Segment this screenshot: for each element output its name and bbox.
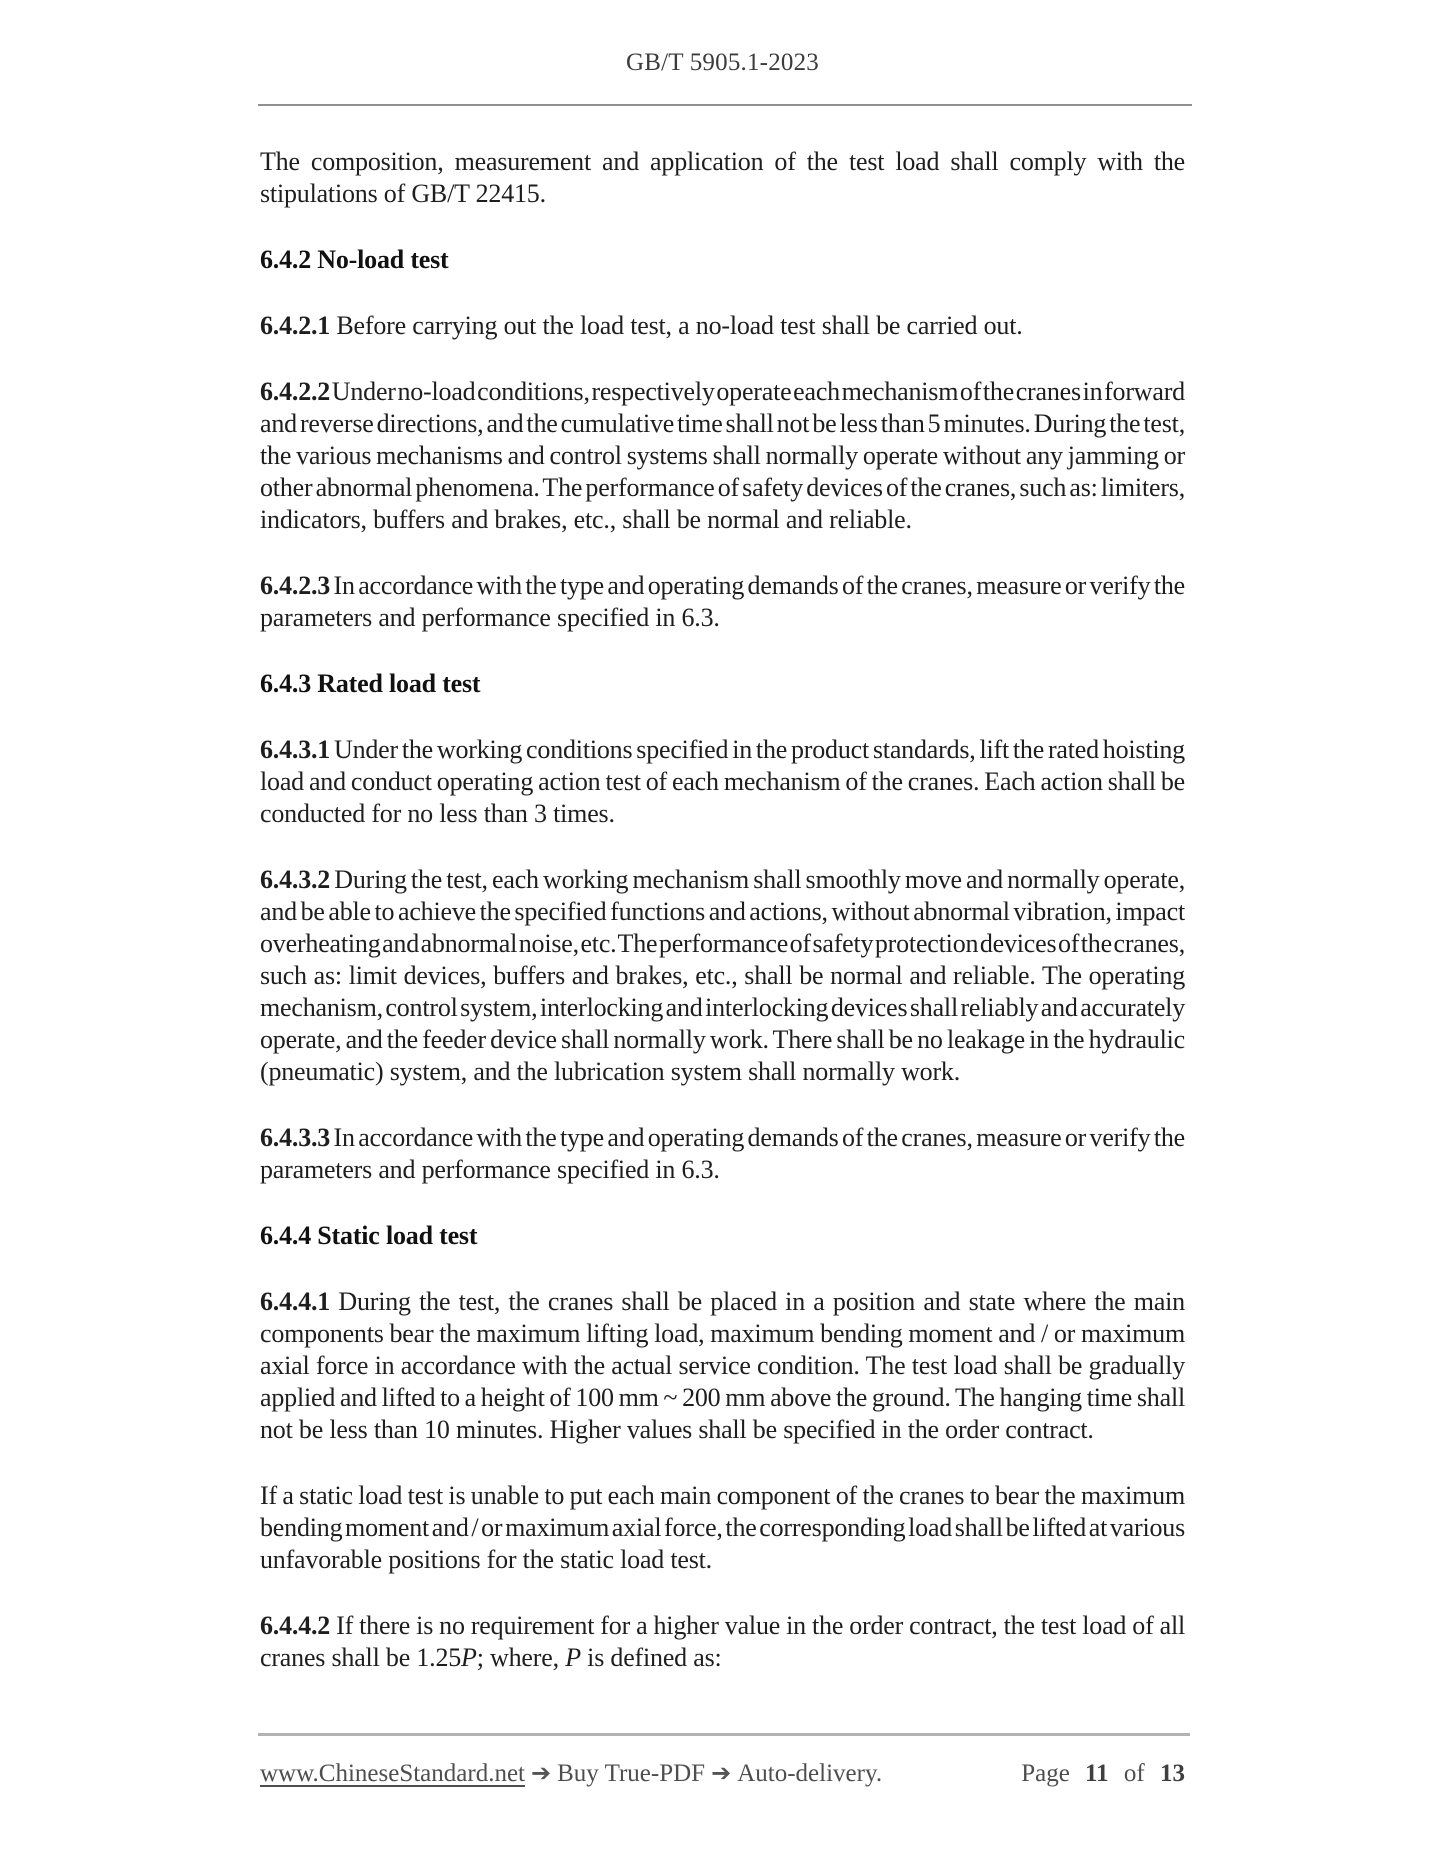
page-total: 13	[1160, 1760, 1185, 1787]
text-line: cranes shall be 1.25P; where, P is defined as:	[260, 1643, 722, 1672]
text-line: axial force in accordance with the actual service condition. The test load shall be gradually	[260, 1351, 1185, 1380]
paragraph	[260, 1122, 1185, 1186]
text-line: not be less than 10 minutes. Higher values shall be specified in the order contract.	[260, 1415, 1094, 1444]
paragraph	[260, 1480, 1185, 1576]
text-line: and be able to achieve the specified functions and actions, without abnormal vibration, impact	[260, 897, 1185, 926]
document-number-header: GB/T 5905.1-2023	[625, 49, 820, 76]
text-line: (pneumatic) system, and the lubrication system shall normally work.	[260, 1057, 961, 1086]
text-line: parameters and performance specified in 6.3.	[260, 603, 720, 632]
text-line: 6.4.3.2 During the test, each working mechanism shall smoothly move and normally operate,	[260, 865, 1185, 894]
text-line: conducted for no less than 3 times.	[260, 799, 615, 828]
buy-true-pdf-label: Buy True-PDF	[557, 1760, 706, 1787]
text-line: If a static load test is unable to put each main component of the cranes to bear the maximum	[260, 1481, 1185, 1510]
text-line: 6.4.2.3 In accordance with the type and operating demands of the cranes, measure or verify the	[260, 571, 1185, 600]
text-line: and reverse directions, and the cumulative time shall not be less than 5 minutes. During the test,	[260, 409, 1185, 438]
text-line: 6.4.2.1 Before carrying out the load test, a no-load test shall be carried out.	[260, 311, 1023, 340]
text-line: the various mechanisms and control systems shall normally operate without any jamming or	[260, 441, 1185, 470]
section-heading	[260, 1220, 1185, 1252]
text-line: bending moment and / or maximum axial force, the corresponding load shall be lifted at various	[260, 1513, 1185, 1542]
text-line: parameters and performance specified in 6.3.	[260, 1155, 720, 1184]
paragraph	[260, 734, 1185, 830]
text-line: load and conduct operating action test of each mechanism of the cranes. Each action shall be	[260, 767, 1185, 796]
text-line: applied and lifted to a height of 100 mm ~ 200 mm above the ground. The hanging time shall	[260, 1383, 1185, 1412]
paragraph	[260, 570, 1185, 634]
text-line: 6.4.3.3 In accordance with the type and operating demands of the cranes, measure or verify the	[260, 1123, 1185, 1152]
paragraph	[260, 1286, 1185, 1446]
arrow-right-icon: ➔	[531, 1759, 552, 1787]
text-line: 6.4.2.2 Under no-load conditions, respectively operate each mechanism of the cranes in forward	[260, 377, 1185, 406]
text-line: other abnormal phenomena. The performance of safety devices of the cranes, such as: limiters,	[260, 473, 1185, 502]
paragraph	[260, 146, 1185, 210]
paragraph	[260, 864, 1185, 1088]
text-line: unfavorable positions for the static load test.	[260, 1545, 712, 1574]
text-line: stipulations of GB/T 22415.	[260, 179, 546, 208]
auto-delivery-label: Auto-delivery.	[737, 1760, 883, 1787]
footer-source-line	[260, 1757, 882, 1790]
paragraph	[260, 310, 1185, 342]
page-footer	[260, 1757, 1185, 1789]
paragraph	[260, 1610, 1185, 1674]
page-current: 11	[1085, 1760, 1109, 1787]
text-line: mechanism, control system, interlocking and interlocking devices shall reliably and accurately	[260, 993, 1185, 1022]
text-line: The composition, measurement and application of the test load shall comply with the	[260, 147, 1185, 176]
text-line: 6.4.4 Static load test	[260, 1221, 478, 1250]
section-heading	[260, 244, 1185, 276]
footer-divider	[258, 1733, 1190, 1736]
paragraph	[260, 376, 1185, 536]
text-line: 6.4.2 No-load test	[260, 245, 449, 274]
document-body	[260, 146, 1185, 1708]
section-heading	[260, 668, 1185, 700]
text-line: operate, and the feeder device shall normally work. There shall be no leakage in the hydraulic	[260, 1025, 1185, 1054]
header-divider	[258, 104, 1192, 106]
page-number	[1021, 1758, 1185, 1790]
arrow-right-icon: ➔	[711, 1759, 732, 1787]
text-line: 6.4.4.2 If there is no requirement for a higher value in the order contract, the test load of all	[260, 1611, 1185, 1640]
text-line: indicators, buffers and brakes, etc., shall be normal and reliable.	[260, 505, 912, 534]
text-line: 6.4.3.1 Under the working conditions specified in the product standards, lift the rated hoisting	[260, 735, 1185, 764]
text-line: overheating and abnormal noise, etc. The performance of safety protection devices of the cranes,	[260, 929, 1185, 958]
text-line: 6.4.4.1 During the test, the cranes shall be placed in a position and state where the main	[260, 1287, 1185, 1316]
text-line: components bear the maximum lifting load, maximum bending moment and / or maximum	[260, 1319, 1185, 1348]
page-label: Page	[1021, 1760, 1070, 1787]
chinesestandard-link[interactable]: www.ChineseStandard.net	[260, 1760, 525, 1787]
page-of-label: of	[1123, 1760, 1145, 1787]
text-line: 6.4.3 Rated load test	[260, 669, 481, 698]
text-line: such as: limit devices, buffers and brakes, etc., shall be normal and reliable. The operating	[260, 961, 1185, 990]
